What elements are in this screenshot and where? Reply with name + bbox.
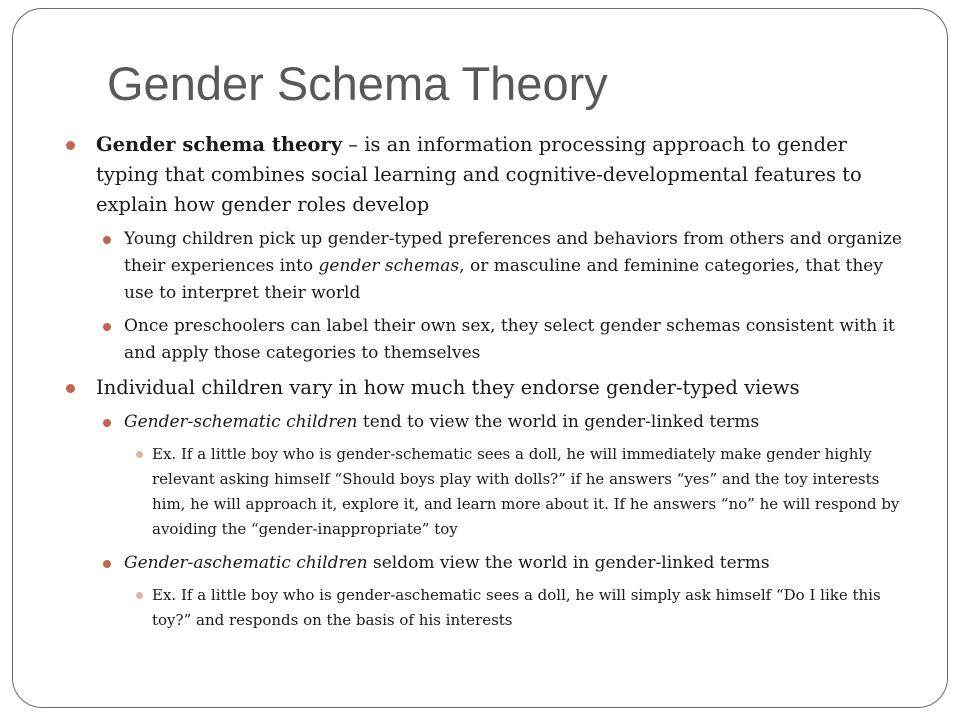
- bullet-young-children: [66, 226, 906, 307]
- bullet-text: Ex. If a little boy who is gender-aschematic sees a doll, he will simply ask himself “Do I like this toy?” and responds on the basis of his interests: [152, 586, 881, 629]
- bullet-gender-schema-theory: [66, 130, 906, 220]
- bullet-emphasis: Gender-schematic children: [124, 412, 358, 432]
- slide-content: [66, 130, 906, 641]
- bullet-gender-aschematic: [66, 550, 906, 577]
- bullet-dot: [136, 592, 143, 599]
- bullet-dot: [136, 451, 143, 458]
- bullet-individual-children: [66, 373, 906, 403]
- bullet-dot: [66, 141, 75, 150]
- bullet-dot: [103, 323, 111, 331]
- bullet-text: – is an information processing approach to gender typing that combines social learning and cognitive-developmental features to explain how gender roles develop: [96, 133, 862, 216]
- bullet-emphasis: Gender-aschematic children: [124, 553, 368, 573]
- bullet-text: Ex. If a little boy who is gender-schematic sees a doll, he will immediately make gender highly relevant asking himself “Should boys play with dolls?” if he answers “yes” and the toy interests him, he will approach it, explore it, and learn more about it. If he answers “no” he will respond by avoiding the “gender-inappropriate” toy: [152, 445, 900, 538]
- bullet-preschoolers: [66, 313, 906, 367]
- bullet-text: seldom view the world in gender-linked terms: [367, 553, 770, 573]
- bullet-dot: [66, 384, 75, 393]
- bullet-gender-schematic: [66, 409, 906, 436]
- bullet-text: Individual children vary in how much they endorse gender-typed views: [96, 376, 800, 399]
- bullet-text: Young children pick up gender-typed preferences and behaviors from others and organize their experiences into: [124, 229, 902, 276]
- slide-title: Gender Schema Theory: [107, 57, 608, 110]
- bullet-schematic-example: [66, 442, 906, 542]
- bullet-text-continued: , or masculine and feminine categories, that they use to interpret their world: [124, 256, 883, 303]
- bullet-dot: [103, 236, 111, 244]
- bullet-text: tend to view the world in gender-linked terms: [357, 412, 760, 432]
- bullet-dot: [103, 419, 111, 427]
- bullet-term: Gender schema theory: [96, 133, 343, 156]
- bullet-text: Once preschoolers can label their own sex, they select gender schemas consistent with it and apply those categories to themselves: [124, 316, 895, 363]
- bullet-dot: [103, 560, 111, 568]
- bullet-emphasis: gender schemas: [318, 256, 460, 276]
- bullet-aschematic-example: [66, 583, 906, 633]
